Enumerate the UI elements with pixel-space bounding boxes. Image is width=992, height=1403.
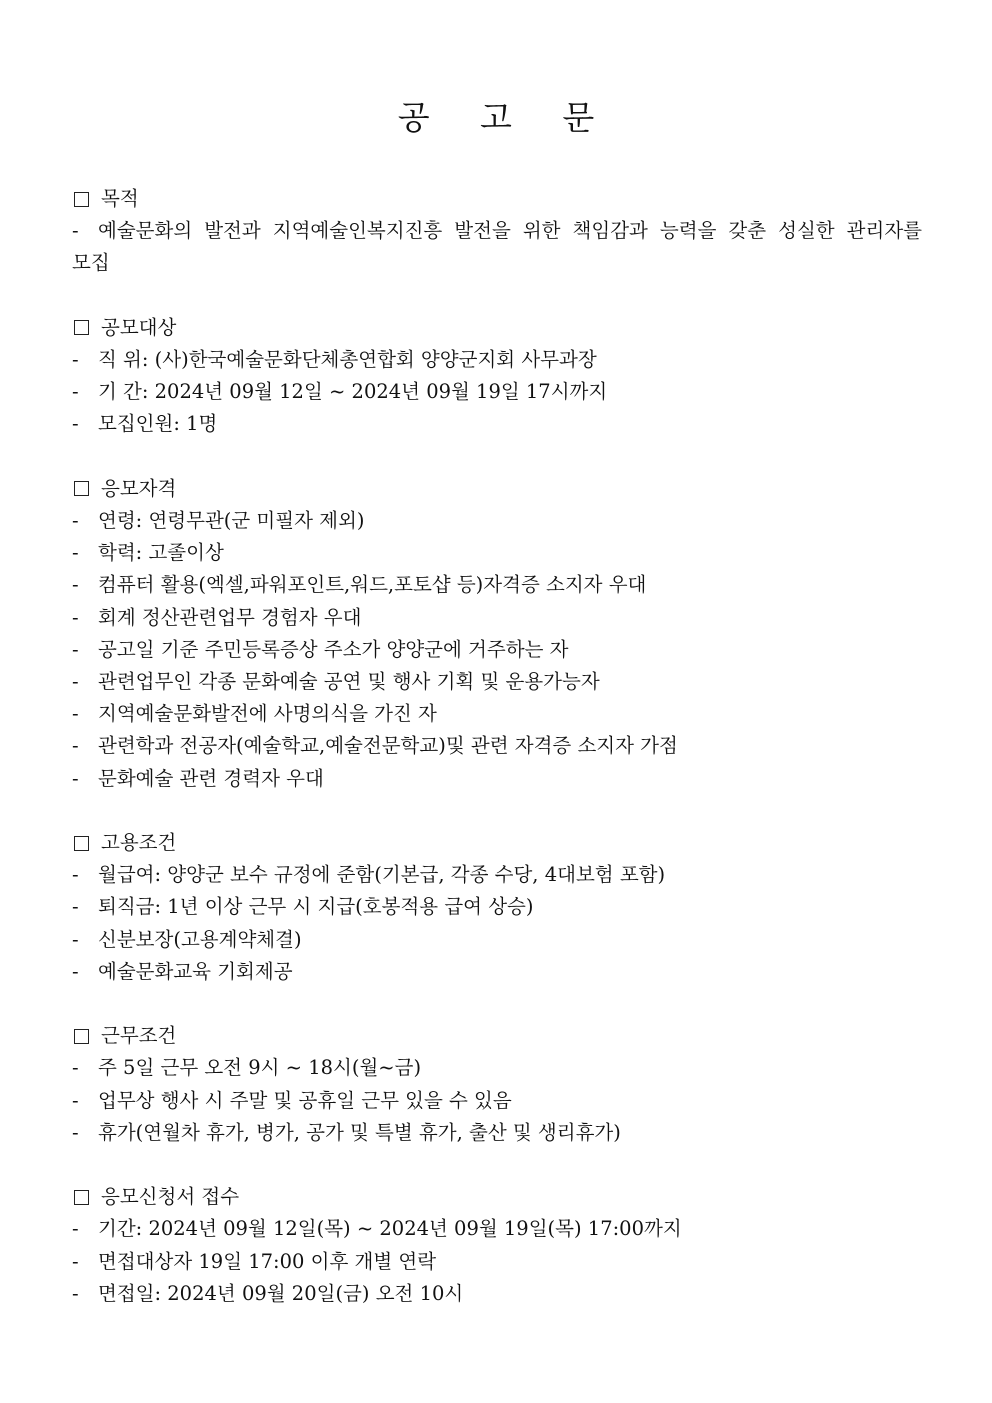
dash-bullet: - — [72, 1217, 79, 1241]
dash-bullet: - — [72, 412, 79, 436]
section-application-submission — [72, 1181, 922, 1310]
list-item: - 직 위: (사)한국예술문화단체총연합회 양양군지회 사무과장 — [72, 344, 922, 376]
checkbox-square-icon — [74, 1029, 89, 1044]
list-item: - 예술문화의 발전과 지역예술인복지진흥 발전을 위한 책임감과 능력을 갖춘 성실한 관리자를 모집 — [72, 215, 922, 279]
list-item: - 컴퓨터 활용(엑셀,파워포인트,워드,포토샵 등)자격증 소지자 우대 — [72, 569, 922, 601]
dash-bullet: - — [72, 1088, 79, 1112]
list-item: - 면접일: 2024년 09월 20일(금) 오전 10시 — [72, 1278, 922, 1310]
list-item: - 관련학과 전공자(예술학교,예술전문학교)및 관련 자격증 소지자 가점 — [72, 730, 922, 762]
section-employment-terms — [72, 827, 922, 988]
dash-bullet: - — [72, 219, 79, 243]
list-item: - 회계 정산관련업무 경험자 우대 — [72, 602, 922, 634]
section-heading — [72, 827, 922, 859]
dash-bullet: - — [72, 863, 79, 887]
list-item: - 기 간: 2024년 09월 12일 ~ 2024년 09월 19일 17시까지 — [72, 376, 922, 408]
dash-bullet: - — [72, 669, 79, 693]
list-item: - 면접대상자 19일 17:00 이후 개별 연락 — [72, 1246, 922, 1278]
list-item: - 문화예술 관련 경력자 우대 — [72, 763, 922, 795]
list-item: - 기간: 2024년 09월 12일(목) ~ 2024년 09월 19일(목) 17:00까지 — [72, 1213, 922, 1245]
section-heading — [72, 1181, 922, 1213]
section-heading — [72, 183, 922, 215]
dash-bullet: - — [72, 927, 79, 951]
dash-bullet: - — [72, 508, 79, 532]
list-item: - 관련업무인 각종 문화예술 공연 및 행사 기획 및 운용가능자 — [72, 666, 922, 698]
checkbox-square-icon — [74, 192, 89, 207]
document-body — [72, 183, 922, 1310]
dash-bullet: - — [72, 895, 79, 919]
document-title: 공 고 문 — [397, 98, 615, 137]
section-heading-text: 응모신청서 접수 — [101, 1185, 240, 1209]
dash-bullet: - — [72, 541, 79, 565]
section-qualifications — [72, 473, 922, 795]
section-heading — [72, 312, 922, 344]
list-item: - 예술문화교육 기회제공 — [72, 956, 922, 988]
section-heading-text: 응모자격 — [101, 476, 177, 500]
list-item: - 퇴직금: 1년 이상 근무 시 지급(호봉적용 급여 상승) — [72, 891, 922, 923]
list-item: - 모집인원: 1명 — [72, 408, 922, 440]
dash-bullet: - — [72, 573, 79, 597]
list-item: - 월급여: 양양군 보수 규정에 준함(기본급, 각종 수당, 4대보험 포함) — [72, 859, 922, 891]
dash-bullet: - — [72, 605, 79, 629]
dash-bullet: - — [72, 1120, 79, 1144]
dash-bullet: - — [72, 766, 79, 790]
section-heading-text: 공모대상 — [101, 315, 177, 339]
checkbox-square-icon — [74, 481, 89, 496]
dash-bullet: - — [72, 734, 79, 758]
section-heading-text: 근무조건 — [101, 1024, 177, 1048]
dash-bullet: - — [72, 959, 79, 983]
section-heading-text: 목적 — [101, 187, 139, 210]
checkbox-square-icon — [74, 320, 89, 335]
section-heading — [72, 1020, 922, 1052]
dash-bullet: - — [72, 1249, 79, 1273]
section-recruitment-target — [72, 312, 922, 441]
list-item: - 공고일 기준 주민등록증상 주소가 양양군에 거주하는 자 — [72, 634, 922, 666]
list-item: - 주 5일 근무 오전 9시 ~ 18시(월~금) — [72, 1052, 922, 1084]
list-item: - 학력: 고졸이상 — [72, 537, 922, 569]
checkbox-square-icon — [74, 836, 89, 851]
list-item: - 연령: 연령무관(군 미필자 제외) — [72, 505, 922, 537]
section-purpose — [72, 183, 922, 280]
section-heading-text: 고용조건 — [101, 830, 177, 854]
list-item: - 업무상 행사 시 주말 및 공휴일 근무 있을 수 있음 — [72, 1085, 922, 1117]
section-working-conditions — [72, 1020, 922, 1149]
dash-bullet: - — [72, 1056, 79, 1080]
list-item: - 신분보장(고용계약체결) — [72, 924, 922, 956]
dash-bullet: - — [72, 637, 79, 661]
list-item: - 지역예술문화발전에 사명의식을 가진 자 — [72, 698, 922, 730]
list-item: - 휴가(연월차 휴가, 병가, 공가 및 특별 휴가, 출산 및 생리휴가) — [72, 1117, 922, 1149]
dash-bullet: - — [72, 1281, 79, 1305]
dash-bullet: - — [72, 380, 79, 404]
section-heading — [72, 473, 922, 505]
checkbox-square-icon — [74, 1190, 89, 1205]
dash-bullet: - — [72, 702, 79, 726]
dash-bullet: - — [72, 347, 79, 371]
